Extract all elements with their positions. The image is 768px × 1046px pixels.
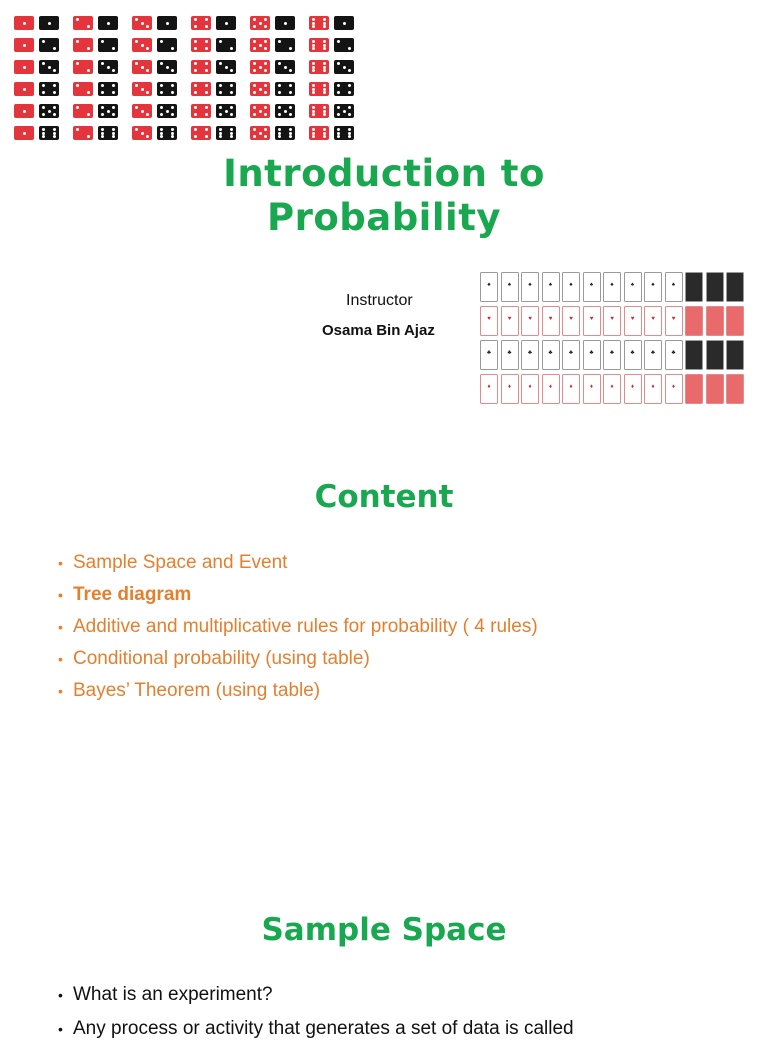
playing-card-icon: ♠ bbox=[562, 272, 580, 302]
die-icon bbox=[14, 104, 34, 118]
die-icon bbox=[275, 82, 295, 96]
die-icon bbox=[98, 38, 118, 52]
sample-space-slide bbox=[0, 880, 768, 1039]
sample-space-title: Sample Space bbox=[261, 912, 507, 948]
playing-card-icon bbox=[726, 272, 744, 302]
die-icon bbox=[216, 82, 236, 96]
playing-card-icon: ♦ bbox=[480, 374, 498, 404]
playing-card-icon bbox=[685, 340, 703, 370]
title-slide bbox=[0, 0, 768, 440]
die-icon bbox=[14, 16, 34, 30]
sample-space-bullet: • Any process or activity that generates a set of data is called bbox=[58, 1012, 574, 1046]
die-icon bbox=[73, 126, 93, 140]
playing-card-icon: ♠ bbox=[542, 272, 560, 302]
die-icon bbox=[157, 60, 177, 74]
playing-card-icon bbox=[726, 374, 744, 404]
playing-card-icon: ♣ bbox=[480, 340, 498, 370]
instructor-label: Instructor bbox=[346, 292, 413, 309]
playing-card-icon: ♣ bbox=[542, 340, 560, 370]
title-line-1: Introduction to bbox=[223, 152, 545, 195]
playing-card-icon: ♣ bbox=[665, 340, 683, 370]
playing-card-icon: ♦ bbox=[583, 374, 601, 404]
instructor-name: Osama Bin Ajaz bbox=[322, 322, 435, 339]
die-icon bbox=[309, 126, 329, 140]
content-slide bbox=[0, 445, 768, 875]
die-icon bbox=[39, 126, 59, 140]
die-icon bbox=[73, 82, 93, 96]
playing-card-icon: ♥ bbox=[603, 306, 621, 336]
playing-card-icon: ♦ bbox=[521, 374, 539, 404]
die-icon bbox=[132, 60, 152, 74]
playing-card-icon: ♠ bbox=[480, 272, 498, 302]
content-bullet: • Tree diagram bbox=[58, 579, 538, 611]
die-icon bbox=[39, 16, 59, 30]
playing-card-icon bbox=[706, 340, 724, 370]
playing-card-icon bbox=[685, 374, 703, 404]
playing-card-icon: ♥ bbox=[501, 306, 519, 336]
die-icon bbox=[14, 38, 34, 52]
playing-card-icon: ♠ bbox=[644, 272, 662, 302]
die-icon bbox=[334, 16, 354, 30]
die-icon bbox=[309, 60, 329, 74]
die-icon bbox=[157, 38, 177, 52]
die-icon bbox=[132, 82, 152, 96]
die-icon bbox=[157, 16, 177, 30]
playing-card-icon: ♦ bbox=[624, 374, 642, 404]
die-icon bbox=[216, 38, 236, 52]
die-icon bbox=[14, 82, 34, 96]
die-icon bbox=[309, 104, 329, 118]
playing-card-icon: ♣ bbox=[624, 340, 642, 370]
playing-card-icon bbox=[706, 272, 724, 302]
playing-card-icon: ♠ bbox=[665, 272, 683, 302]
die-icon bbox=[132, 16, 152, 30]
die-icon bbox=[309, 16, 329, 30]
die-icon bbox=[14, 60, 34, 74]
content-title: Content bbox=[314, 479, 454, 515]
die-icon bbox=[250, 104, 270, 118]
die-icon bbox=[98, 60, 118, 74]
die-icon bbox=[216, 104, 236, 118]
playing-card-icon bbox=[706, 306, 724, 336]
content-bullet: • Conditional probability (using table) bbox=[58, 643, 538, 675]
die-icon bbox=[275, 126, 295, 140]
die-icon bbox=[275, 38, 295, 52]
playing-card-icon: ♦ bbox=[562, 374, 580, 404]
die-icon bbox=[132, 38, 152, 52]
die-icon bbox=[250, 38, 270, 52]
die-icon bbox=[191, 82, 211, 96]
die-icon bbox=[334, 82, 354, 96]
playing-card-icon: ♥ bbox=[665, 306, 683, 336]
sample-space-bullet-list bbox=[58, 978, 574, 1046]
die-icon bbox=[275, 16, 295, 30]
playing-card-icon bbox=[685, 272, 703, 302]
die-icon bbox=[39, 82, 59, 96]
die-icon bbox=[309, 82, 329, 96]
content-bullet-list bbox=[58, 547, 538, 707]
die-icon bbox=[39, 60, 59, 74]
die-icon bbox=[334, 60, 354, 74]
die-icon bbox=[334, 38, 354, 52]
die-icon bbox=[309, 38, 329, 52]
die-icon bbox=[250, 126, 270, 140]
playing-cards-illustration bbox=[480, 272, 750, 412]
die-icon bbox=[39, 38, 59, 52]
die-icon bbox=[98, 104, 118, 118]
content-bullet: • Additive and multiplicative rules for probability ( 4 rules) bbox=[58, 611, 538, 643]
playing-card-icon: ♥ bbox=[583, 306, 601, 336]
die-icon bbox=[73, 104, 93, 118]
playing-card-icon: ♥ bbox=[542, 306, 560, 336]
die-icon bbox=[216, 126, 236, 140]
playing-card-icon: ♦ bbox=[542, 374, 560, 404]
die-icon bbox=[132, 126, 152, 140]
playing-card-icon: ♥ bbox=[624, 306, 642, 336]
content-bullet: • Bayes’ Theorem (using table) bbox=[58, 675, 538, 707]
playing-card-icon: ♦ bbox=[644, 374, 662, 404]
playing-card-icon: ♣ bbox=[562, 340, 580, 370]
playing-card-icon: ♠ bbox=[521, 272, 539, 302]
playing-card-icon: ♠ bbox=[603, 272, 621, 302]
die-icon bbox=[334, 126, 354, 140]
die-icon bbox=[191, 104, 211, 118]
playing-card-icon: ♠ bbox=[501, 272, 519, 302]
playing-card-icon: ♦ bbox=[665, 374, 683, 404]
playing-card-icon: ♣ bbox=[501, 340, 519, 370]
playing-card-icon: ♥ bbox=[521, 306, 539, 336]
die-icon bbox=[275, 60, 295, 74]
die-icon bbox=[216, 16, 236, 30]
die-icon bbox=[191, 16, 211, 30]
playing-card-icon: ♥ bbox=[562, 306, 580, 336]
playing-card-icon bbox=[706, 374, 724, 404]
die-icon bbox=[98, 126, 118, 140]
playing-card-icon: ♥ bbox=[644, 306, 662, 336]
playing-card-icon bbox=[726, 340, 744, 370]
die-icon bbox=[191, 38, 211, 52]
content-bullet: • Sample Space and Event bbox=[58, 547, 538, 579]
playing-card-icon: ♠ bbox=[583, 272, 601, 302]
die-icon bbox=[73, 38, 93, 52]
die-icon bbox=[275, 104, 295, 118]
die-icon bbox=[157, 126, 177, 140]
die-icon bbox=[14, 126, 34, 140]
playing-card-icon: ♠ bbox=[624, 272, 642, 302]
playing-card-icon bbox=[726, 306, 744, 336]
die-icon bbox=[132, 104, 152, 118]
playing-card-icon: ♥ bbox=[480, 306, 498, 336]
die-icon bbox=[157, 104, 177, 118]
die-icon bbox=[250, 82, 270, 96]
playing-card-icon: ♣ bbox=[521, 340, 539, 370]
slide-title bbox=[0, 152, 768, 240]
die-icon bbox=[250, 16, 270, 30]
die-icon bbox=[73, 16, 93, 30]
title-line-2: Probability bbox=[266, 196, 502, 239]
die-icon bbox=[98, 16, 118, 30]
sample-space-bullet: • What is an experiment? bbox=[58, 978, 574, 1012]
playing-card-icon: ♣ bbox=[583, 340, 601, 370]
playing-card-icon bbox=[685, 306, 703, 336]
die-icon bbox=[191, 126, 211, 140]
die-icon bbox=[157, 82, 177, 96]
die-icon bbox=[250, 60, 270, 74]
die-icon bbox=[216, 60, 236, 74]
die-icon bbox=[191, 60, 211, 74]
playing-card-icon: ♦ bbox=[501, 374, 519, 404]
playing-card-icon: ♣ bbox=[603, 340, 621, 370]
playing-card-icon: ♣ bbox=[644, 340, 662, 370]
die-icon bbox=[39, 104, 59, 118]
die-icon bbox=[73, 60, 93, 74]
die-icon bbox=[98, 82, 118, 96]
dice-illustration bbox=[14, 16, 360, 144]
die-icon bbox=[334, 104, 354, 118]
playing-card-icon: ♦ bbox=[603, 374, 621, 404]
